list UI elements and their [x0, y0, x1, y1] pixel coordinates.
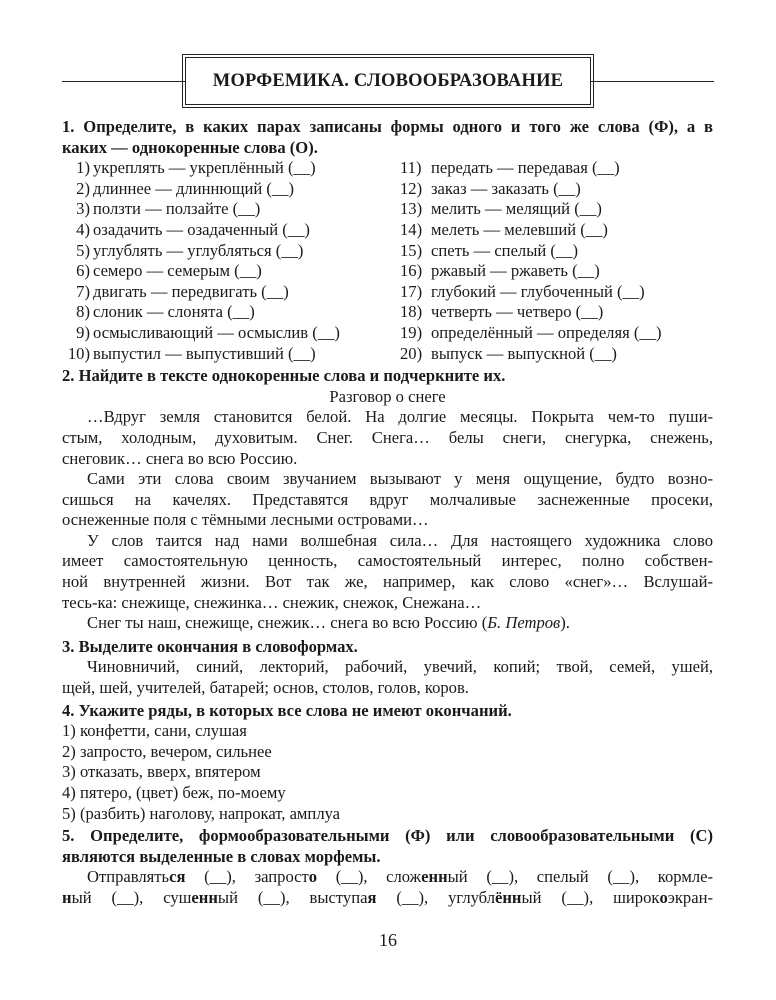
- task-1-heading: [62, 117, 713, 158]
- pair-text: выпуск — выпускной (__): [431, 343, 617, 363]
- task-3-text: [62, 657, 713, 698]
- text-last-line: [62, 613, 713, 634]
- item-number: 10): [67, 343, 90, 363]
- text-line: Сами эти слова своим звучанием вызывают у меня ощущение, будто возно-: [87, 469, 713, 489]
- item-number: 6): [76, 261, 90, 281]
- word-part: ый (__), суш: [71, 887, 192, 907]
- pair-item: [400, 282, 713, 303]
- pair-item: [62, 199, 400, 220]
- item-number: 9): [76, 322, 90, 342]
- pair-item: [400, 323, 713, 344]
- highlighted-morpheme: енн: [191, 887, 218, 907]
- text-body: [62, 407, 713, 613]
- text-line: …Вдруг земля становится белой. На долгие месяцы. Покрыта чем-то пуши-: [87, 407, 713, 427]
- pair-text: осмысливающий — осмыслив (__): [93, 322, 340, 342]
- task-4-options: [62, 721, 713, 824]
- pair-text: углублять — углубляться (__): [93, 240, 304, 260]
- item-number: 11): [400, 158, 422, 178]
- item-number: 15): [400, 240, 423, 260]
- pair-item: [400, 261, 713, 282]
- heading-line: являются выделенные в словах морфемы.: [62, 846, 381, 866]
- text-line: [62, 867, 713, 888]
- pair-text: ржавый — ржаветь (__): [431, 261, 600, 281]
- author: Б. Петров: [487, 613, 561, 633]
- item-number: 3): [76, 199, 90, 219]
- pair-item: [400, 241, 713, 262]
- pair-item: [400, 220, 713, 241]
- pair-item: [62, 282, 400, 303]
- word-part: Отправлять: [87, 867, 170, 887]
- text-line: [62, 888, 713, 909]
- text-line: ной внутренней жизни. Вот так же, например, как слово «снег»… Вслушай-: [62, 572, 713, 592]
- pair-text: слоник — слонята (__): [93, 302, 255, 322]
- paragraph: [62, 407, 713, 469]
- heading-line: 5. Определите, формообразовательными (Ф) или словообразовательными (С): [62, 826, 713, 846]
- pair-text: заказ — заказать (__): [431, 178, 581, 198]
- task-2: [62, 366, 713, 634]
- item-number: 14): [400, 219, 423, 239]
- pair-text: ползти — ползайте (__): [93, 199, 261, 219]
- option-item: 2) запросто, вечером, сильнее: [62, 741, 272, 761]
- pair-text: выпустил — выпустивший (__): [93, 343, 316, 363]
- pair-item: [62, 302, 400, 323]
- item-number: 7): [76, 281, 90, 301]
- heading-line: 1. Определите, в каких парах записаны формы одного и того же слова (Ф), а в: [62, 117, 713, 136]
- pair-text: мелить — мелящий (__): [431, 199, 602, 219]
- item-number: 12): [400, 178, 423, 198]
- highlighted-morpheme: о: [308, 867, 318, 887]
- pair-text: семеро — семерым (__): [93, 261, 262, 281]
- pair-item: [62, 179, 400, 200]
- text-line-end: ).: [560, 613, 570, 633]
- pair-item: [62, 241, 400, 262]
- highlighted-morpheme: о: [659, 887, 668, 907]
- task-3-heading: 3. Выделите окончания в словоформах.: [62, 636, 358, 656]
- text-line: Снег ты наш, снежище, снежик… снега во всю Россию (: [87, 613, 488, 633]
- text-line: У слов таится над нами волшебная сила… Для настоящего художника слово: [87, 530, 713, 550]
- text-line: сишься на качелях. Представятся вдруг молчаливые заснеженные просеки,: [62, 489, 713, 509]
- page-content: [62, 117, 713, 909]
- chapter-title: МОРФЕМИКА. СЛОВООБРАЗОВАНИЕ: [185, 57, 591, 105]
- pair-item: [400, 199, 713, 220]
- item-number: 2): [76, 178, 90, 198]
- word-part: ый (__), выступа: [217, 887, 368, 907]
- text-line: щей, шей, учителей, батарей; основ, столов, голов, коров.: [62, 678, 469, 698]
- task-5-heading: [62, 826, 713, 867]
- pair-text: четверть — четверо (__): [431, 302, 604, 322]
- item-number: 1): [76, 158, 90, 178]
- highlighted-morpheme: я: [367, 887, 377, 907]
- pairs-column-left: [62, 158, 400, 364]
- pair-item: [400, 158, 713, 179]
- chapter-header: [62, 57, 714, 107]
- pair-item: [62, 344, 400, 365]
- item-number: 4): [76, 219, 90, 239]
- pair-text: длиннее — длиннющий (__): [93, 178, 295, 198]
- word-part: экран-: [667, 887, 714, 907]
- item-number: 16): [400, 261, 423, 281]
- pair-item: [400, 302, 713, 323]
- task-5: [62, 826, 713, 908]
- highlighted-morpheme: ся: [169, 867, 186, 887]
- option-item: 5) (разбить) наголову, напрокат, амплуа: [62, 803, 341, 823]
- pair-text: глубокий — глубоченный (__): [431, 281, 645, 301]
- heading-line: каких — однокоренные слова (О).: [62, 137, 318, 157]
- pairs-list: [62, 158, 713, 364]
- item-number: 20): [400, 343, 423, 363]
- item-number: 8): [76, 302, 90, 322]
- page-number: 16: [379, 930, 397, 950]
- pair-text: двигать — передвигать (__): [93, 281, 289, 301]
- paragraph: [62, 469, 713, 531]
- task-1: [62, 117, 713, 364]
- pair-text: озадачить — озадаченный (__): [93, 219, 310, 239]
- task-3: [62, 637, 713, 699]
- item-number: 5): [76, 240, 90, 260]
- option-item: 1) конфетти, сани, слушая: [62, 721, 247, 741]
- pair-item: [400, 344, 713, 365]
- item-number: 18): [400, 302, 423, 322]
- text-line: тесь-ка: снежище, снежинка… снежик, снежок, Снежана…: [62, 592, 482, 612]
- task-2-heading: 2. Найдите в тексте однокоренные слова и подчеркните их.: [62, 366, 506, 386]
- text-line: имеет самостоятельную ценность, самостоятельный интерес, полно собствен-: [62, 551, 713, 571]
- option-item: 4) пятеро, (цвет) беж, по-моему: [62, 783, 286, 802]
- item-number: 13): [400, 199, 423, 219]
- text-line: стым, холодным, духовитым. Снег. Снега… белы снеги, снегурка, снежень,: [62, 427, 713, 447]
- word-part: ый (__), спелый (__), кормле-: [447, 867, 713, 887]
- paragraph: [62, 531, 713, 613]
- pair-item: [62, 323, 400, 344]
- word-part: (__), слож: [317, 867, 422, 887]
- highlighted-morpheme: ённ: [495, 887, 522, 907]
- word-part: (__), запрост: [185, 867, 309, 887]
- pairs-column-right: [400, 158, 713, 364]
- highlighted-morpheme: н: [62, 887, 72, 907]
- pair-item: [62, 158, 400, 179]
- pair-text: укреплять — укреплённый (__): [93, 158, 316, 178]
- pair-text: мелеть — мелевший (__): [431, 219, 608, 239]
- task-4-heading: 4. Укажите ряды, в которых все слова не имеют окончаний.: [62, 700, 512, 720]
- text-line: снеговик… снега во всю Россию.: [62, 448, 298, 468]
- text-title: Разговор о снеге: [329, 386, 446, 406]
- pair-item: [62, 261, 400, 282]
- pair-item: [400, 179, 713, 200]
- option-item: 3) отказать, вверх, впятером: [62, 762, 261, 782]
- pair-text: спеть — спелый (__): [431, 240, 579, 260]
- item-number: 17): [400, 281, 423, 301]
- word-part: ый (__), широк: [521, 887, 660, 907]
- task-5-text: [62, 867, 713, 908]
- pair-item: [62, 220, 400, 241]
- word-part: (__), углубл: [376, 887, 495, 907]
- pair-text: передать — передавая (__): [431, 158, 620, 178]
- item-number: 19): [400, 322, 423, 342]
- pair-text: определённый — определяя (__): [431, 322, 662, 342]
- highlighted-morpheme: енн: [421, 867, 448, 887]
- task-4: [62, 701, 713, 825]
- text-line: Чиновничий, синий, лекторий, рабочий, увечий, копий; твой, семей, ушей,: [87, 657, 713, 677]
- text-line: оснеженные поля с тёмными лесными островами…: [62, 510, 429, 530]
